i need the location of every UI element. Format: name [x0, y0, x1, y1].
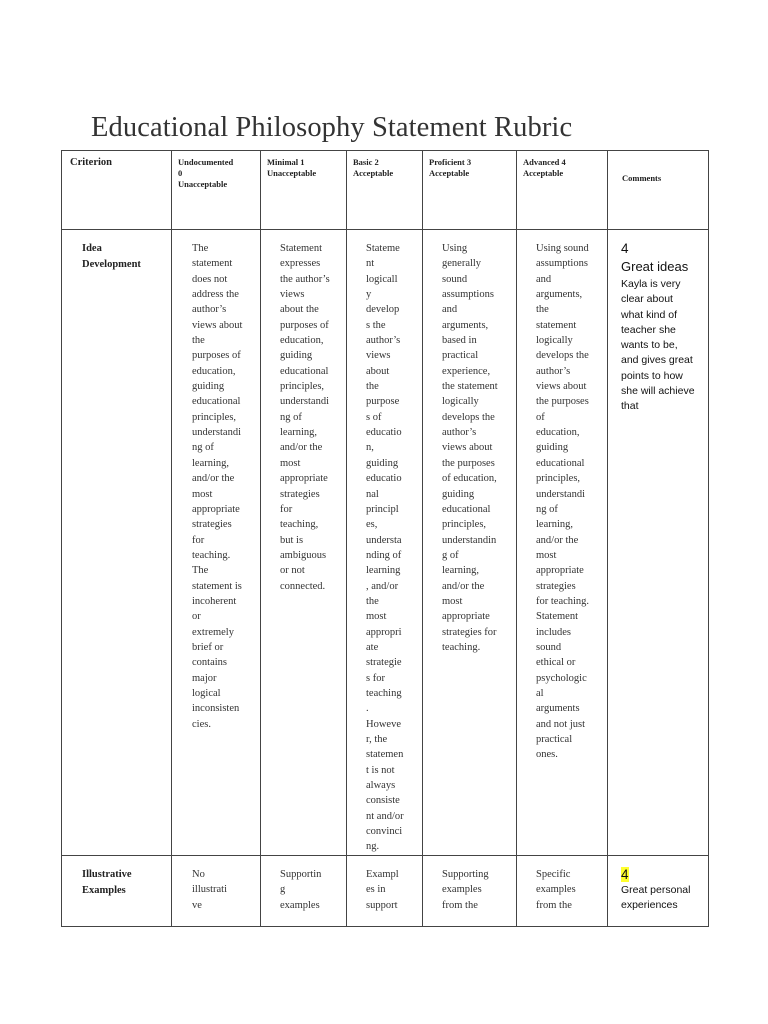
- text-line: guiding: [280, 350, 313, 362]
- text-line: understandi: [536, 488, 585, 500]
- text-line: for: [192, 534, 205, 546]
- text-line: the: [192, 335, 205, 347]
- text-line: teaching,: [280, 519, 319, 531]
- descriptor-cell: [347, 230, 423, 856]
- rubric-row-idea-development: [62, 230, 709, 856]
- level-label-line: 0: [178, 168, 183, 178]
- text-line: Examples: [82, 884, 126, 896]
- text-line: and: [536, 273, 552, 285]
- text-line: educatio: [366, 427, 402, 439]
- text-line: strategie: [366, 657, 402, 669]
- text-line: Howeve: [366, 718, 401, 730]
- text-line: ate: [366, 641, 379, 653]
- text-line: points to how: [621, 369, 683, 382]
- text-line: most: [536, 549, 557, 561]
- text-line: nal: [366, 488, 379, 500]
- text-line: ng of: [192, 442, 214, 454]
- header-row: [62, 151, 709, 230]
- descriptor-text: [423, 230, 504, 655]
- text-line: educational: [442, 503, 491, 515]
- text-line: author’s: [442, 427, 477, 439]
- text-line: but is: [280, 534, 304, 546]
- text-line: educational: [536, 457, 585, 469]
- score: [621, 866, 708, 883]
- text-line: Stateme: [366, 243, 400, 254]
- descriptor-text: [347, 856, 408, 913]
- text-line: the: [366, 381, 379, 393]
- text-line: Statement: [536, 611, 578, 623]
- text-line: support: [366, 899, 398, 911]
- level-label: [423, 151, 516, 179]
- descriptor-cell: [517, 856, 608, 927]
- text-line: about the: [280, 304, 319, 316]
- text-line: views about: [536, 381, 587, 393]
- text-line: examples: [280, 899, 320, 911]
- text-line: Statement: [280, 243, 322, 254]
- text-line: t is not: [366, 764, 395, 776]
- text-line: cies.: [192, 718, 211, 730]
- text-line: guiding: [442, 488, 475, 500]
- text-line: es in: [366, 884, 386, 896]
- text-line: views: [366, 350, 391, 362]
- text-line: convinci: [366, 826, 403, 838]
- descriptor-text: [261, 230, 340, 594]
- text-line: extremely: [192, 626, 234, 638]
- level-label-line: Unacceptable: [267, 168, 317, 178]
- text-line: education,: [536, 427, 580, 439]
- rubric-row-illustrative-examples: [62, 856, 709, 927]
- text-line: learning,: [192, 457, 230, 469]
- text-line: Illustrative: [82, 869, 132, 880]
- text-line: generally: [442, 258, 482, 270]
- text-line: The: [192, 243, 209, 254]
- text-line: education,: [280, 335, 324, 347]
- text-line: examples: [536, 884, 576, 896]
- text-line: statemen: [366, 749, 404, 761]
- comment: [608, 856, 708, 914]
- text-line: the statement: [442, 381, 498, 393]
- header-level-3: [423, 151, 517, 230]
- text-line: psychologic: [536, 672, 587, 684]
- header-level-0: [172, 151, 261, 230]
- descriptor-cell: [423, 230, 517, 856]
- text-line: understandi: [192, 427, 241, 439]
- text-line: logicall: [366, 273, 398, 285]
- text-line: connected.: [280, 580, 326, 592]
- text-line: ve: [192, 899, 202, 911]
- text-line: nt and/or: [366, 810, 404, 822]
- text-line: The: [192, 565, 209, 577]
- text-line: strategies: [536, 580, 576, 592]
- text-line: r, the: [366, 734, 388, 745]
- text-line: understa: [366, 534, 402, 546]
- text-line: most: [280, 457, 301, 469]
- text-line: Development: [82, 258, 141, 270]
- text-line: develops the: [442, 411, 495, 423]
- text-line: g of: [442, 549, 459, 561]
- text-line: Exampl: [366, 869, 399, 880]
- text-line: and/or the: [192, 473, 235, 485]
- text-line: sound: [442, 273, 468, 285]
- level-label: [517, 151, 607, 179]
- text-line: contains: [192, 657, 227, 669]
- text-line: or not: [280, 565, 305, 577]
- descriptor-cell: [261, 230, 347, 856]
- criterion-label: [62, 856, 162, 899]
- text-line: consiste: [366, 795, 400, 807]
- text-line: and gives great: [621, 354, 693, 367]
- text-line: for: [280, 503, 293, 515]
- text-line: address the: [192, 289, 239, 301]
- text-line: the: [536, 304, 549, 316]
- text-line: n,: [366, 442, 374, 454]
- text-line: Supportin: [280, 869, 322, 880]
- text-line: strategies: [280, 488, 320, 500]
- text-line: s for: [366, 672, 385, 684]
- text-line: principles,: [442, 519, 487, 531]
- text-line: most: [442, 595, 463, 607]
- text-line: purposes of: [280, 319, 329, 331]
- header-criterion: Criterion: [62, 151, 172, 230]
- text-line: develops the: [536, 350, 589, 362]
- level-label-line: Acceptable: [523, 168, 564, 178]
- text-line: ng.: [366, 841, 380, 853]
- text-line: purpose: [366, 396, 400, 408]
- text-line: assumptions: [442, 289, 494, 301]
- text-line: statement is: [192, 580, 242, 592]
- text-line: principles,: [192, 411, 237, 423]
- text-line: purposes of: [192, 350, 241, 362]
- text-line: teaching: [366, 687, 402, 699]
- text-line: principles,: [536, 473, 581, 485]
- text-line: arguments: [536, 703, 580, 715]
- text-line: the author’s: [280, 273, 330, 285]
- text-line: logically: [536, 335, 573, 347]
- text-line: that: [621, 400, 639, 413]
- text-line: and: [442, 304, 458, 316]
- text-line: arguments,: [536, 289, 583, 301]
- header-level-4: [517, 151, 608, 230]
- descriptor-text: [423, 856, 504, 913]
- text-line: statement: [536, 319, 577, 331]
- text-line: sound: [536, 641, 562, 653]
- text-line: of education,: [442, 473, 497, 485]
- score-highlight: 4: [621, 867, 629, 882]
- text-line: incoherent: [192, 595, 237, 607]
- text-line: nt: [366, 258, 375, 270]
- text-line: clear about: [621, 293, 673, 306]
- text-line: statement: [192, 258, 233, 270]
- descriptor-cell: [172, 856, 261, 927]
- text-line: what kind of: [621, 308, 678, 321]
- text-line: learning: [366, 565, 401, 577]
- criterion-cell: [62, 856, 172, 927]
- comment-remark: [621, 277, 707, 415]
- text-line: the purposes: [442, 457, 495, 469]
- text-line: the purposes: [536, 396, 589, 408]
- text-line: g: [280, 884, 286, 896]
- text-line: wants to be,: [621, 339, 678, 352]
- text-line: practical: [442, 350, 479, 362]
- text-line: develop: [366, 304, 400, 316]
- text-line: appropriate: [536, 565, 584, 577]
- score: 4: [621, 241, 629, 256]
- header-level-1: [261, 151, 347, 230]
- text-line: based in: [442, 335, 477, 347]
- descriptor-cell: [172, 230, 261, 856]
- text-line: from the: [442, 899, 478, 911]
- text-line: teaching.: [192, 549, 231, 561]
- text-line: illustrati: [192, 884, 227, 896]
- text-line: learning,: [280, 427, 318, 439]
- text-line: appropri: [366, 626, 402, 638]
- level-label: [261, 151, 346, 179]
- text-line: assumptions: [536, 258, 588, 270]
- text-line: author’s: [536, 365, 571, 377]
- text-line: Supporting: [442, 869, 489, 880]
- text-line: ng of: [280, 411, 302, 423]
- text-line: always: [366, 780, 396, 792]
- comment-remark: [621, 883, 707, 914]
- text-line: appropriate: [192, 503, 240, 515]
- text-line: inconsisten: [192, 703, 240, 715]
- text-line: about: [366, 365, 390, 377]
- descriptor-text: [261, 856, 340, 913]
- text-line: appropriate: [442, 611, 490, 623]
- text-line: s the: [366, 319, 386, 331]
- text-line: for teaching.: [536, 595, 590, 607]
- level-label-line: Acceptable: [429, 168, 470, 178]
- descriptor-text: [517, 856, 596, 913]
- text-line: brief or: [192, 641, 224, 653]
- descriptor-cell: [517, 230, 608, 856]
- descriptor-text: [172, 230, 254, 732]
- text-line: logical: [192, 687, 221, 699]
- comment-cell: [608, 230, 709, 856]
- header-comments: Comments: [608, 151, 709, 230]
- text-line: views: [280, 289, 305, 301]
- text-line: principl: [366, 503, 399, 515]
- text-line: from the: [536, 899, 572, 911]
- text-line: guiding: [536, 442, 569, 454]
- text-line: teaching.: [442, 641, 481, 653]
- text-line: .: [366, 703, 369, 715]
- text-line: es,: [366, 519, 378, 531]
- text-line: author’s: [366, 335, 401, 347]
- text-line: of: [536, 411, 545, 423]
- text-line: educatio: [366, 473, 402, 485]
- text-line: or: [192, 611, 201, 623]
- text-line: examples: [442, 884, 482, 896]
- comment: [608, 230, 708, 415]
- text-line: nding of: [366, 549, 402, 561]
- page-title: Educational Philosophy Statement Rubric: [91, 112, 573, 143]
- text-line: al: [536, 687, 544, 699]
- comment-cell: [608, 856, 709, 927]
- text-line: appropriate: [280, 473, 328, 485]
- text-line: and/or the: [442, 580, 485, 592]
- text-line: teacher she: [621, 323, 676, 336]
- text-line: understandi: [280, 396, 329, 408]
- text-line: Great personal: [621, 884, 691, 896]
- level-label: [347, 151, 422, 179]
- text-line: , and/or: [366, 580, 399, 592]
- header-level-2: [347, 151, 423, 230]
- text-line: educational: [280, 365, 329, 377]
- comment-headline: Great ideas: [621, 259, 689, 274]
- text-line: guiding: [366, 457, 399, 469]
- level-label-line: Basic 2: [353, 157, 379, 167]
- level-label-line: Undocumented: [178, 157, 234, 167]
- text-line: and/or the: [280, 442, 323, 454]
- level-label-line: Proficient 3: [429, 157, 472, 167]
- text-line: Idea: [82, 243, 102, 254]
- text-line: major: [192, 672, 217, 684]
- text-line: author’s: [192, 304, 227, 316]
- level-label-line: Acceptable: [353, 168, 394, 178]
- text-line: strategies for: [442, 626, 497, 638]
- text-line: she will achieve: [621, 385, 695, 398]
- descriptor-cell: [423, 856, 517, 927]
- text-line: most: [192, 488, 213, 500]
- text-line: expresses: [280, 258, 321, 270]
- text-line: learning,: [536, 519, 574, 531]
- text-line: experiences: [621, 899, 678, 912]
- text-line: experience,: [442, 365, 491, 377]
- level-label: [172, 151, 260, 190]
- text-line: ones.: [536, 749, 558, 761]
- text-line: logically: [442, 396, 479, 408]
- text-line: most: [366, 611, 387, 623]
- descriptor-cell: [261, 856, 347, 927]
- text-line: guiding: [192, 381, 225, 393]
- criterion-label: [62, 230, 162, 273]
- text-line: practical: [536, 734, 573, 745]
- text-line: the: [366, 595, 379, 607]
- text-line: ambiguous: [280, 549, 327, 561]
- text-line: ethical or: [536, 657, 576, 669]
- text-line: principles,: [280, 381, 325, 393]
- text-line: does not: [192, 273, 228, 285]
- descriptor-text: [517, 230, 596, 763]
- text-line: No: [192, 869, 205, 880]
- rubric-table: [61, 150, 709, 927]
- text-line: educational: [192, 396, 241, 408]
- level-label-line: Advanced 4: [523, 157, 566, 167]
- text-line: learning,: [442, 565, 480, 577]
- level-label-line: Minimal 1: [267, 157, 305, 167]
- text-line: strategies: [192, 519, 232, 531]
- text-line: y: [366, 289, 372, 301]
- descriptor-text: [172, 856, 254, 913]
- text-line: views about: [442, 442, 493, 454]
- text-line: ng of: [536, 503, 558, 515]
- text-line: Using: [442, 243, 468, 254]
- criterion-cell: [62, 230, 172, 856]
- text-line: Using sound: [536, 243, 589, 254]
- text-line: views about: [192, 319, 243, 331]
- text-line: s of: [366, 411, 382, 423]
- text-line: Kayla is very: [621, 278, 681, 290]
- descriptor-cell: [347, 856, 423, 927]
- text-line: and not just: [536, 718, 585, 730]
- descriptor-text: [347, 230, 408, 855]
- text-line: Specific: [536, 869, 571, 880]
- text-line: arguments,: [442, 319, 489, 331]
- text-line: understandin: [442, 534, 497, 546]
- level-label-line: Unacceptable: [178, 179, 228, 189]
- text-line: includes: [536, 626, 571, 638]
- text-line: and/or the: [536, 534, 579, 546]
- text-line: education,: [192, 365, 236, 377]
